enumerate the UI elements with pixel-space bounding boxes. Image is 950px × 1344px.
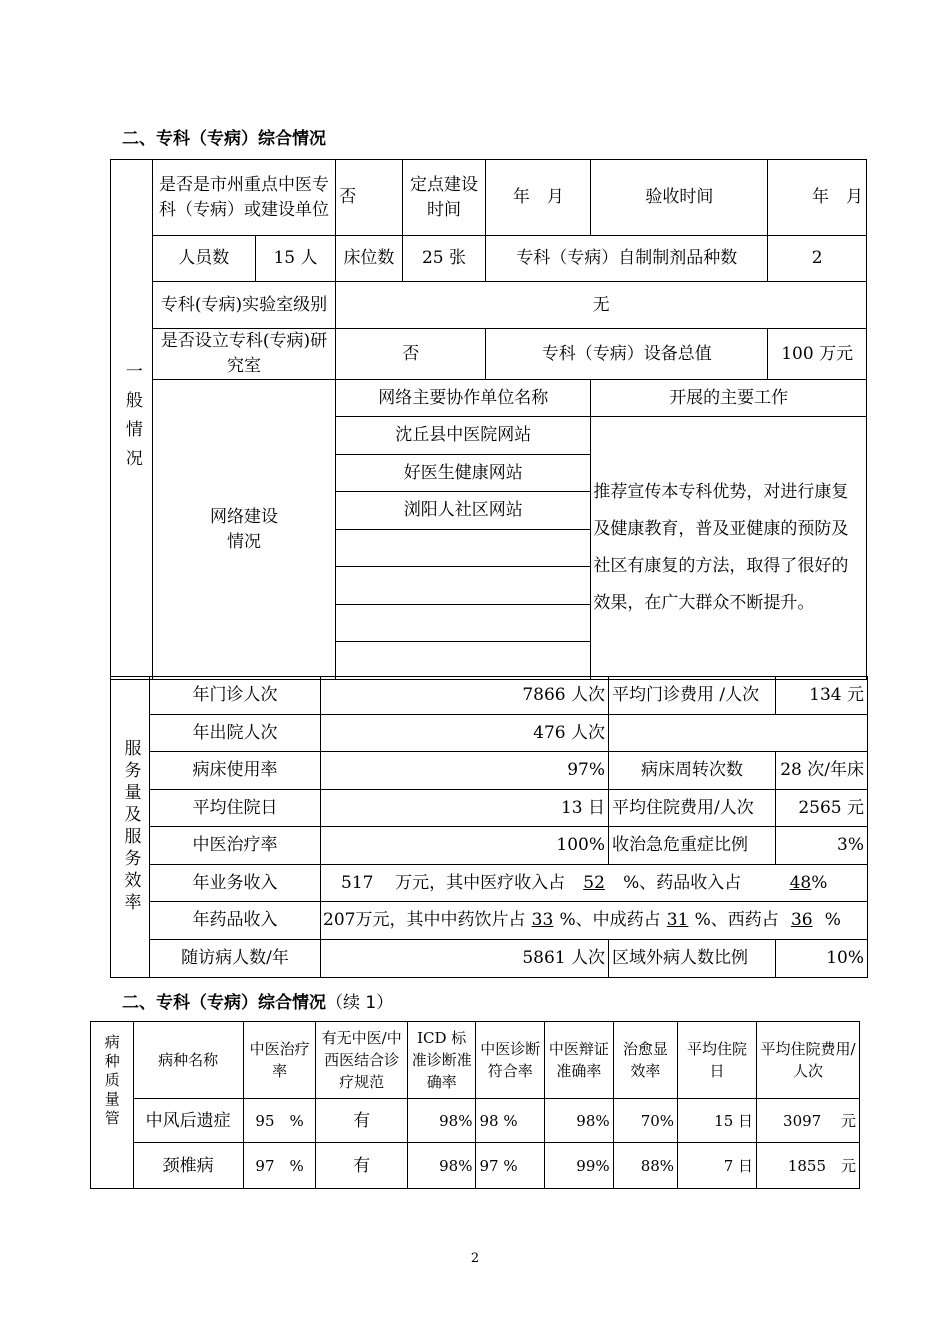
general-info-table xyxy=(110,159,867,680)
disease-side-label: 病种质量管 xyxy=(91,1022,134,1189)
service-side-label: 服务量及服务效率 xyxy=(111,677,150,978)
beds-label: 床位数 xyxy=(336,236,402,282)
equip-value: 100 万元 xyxy=(768,329,867,380)
service-table xyxy=(110,676,868,978)
empty-cell xyxy=(609,715,868,752)
tcm-rate: 97 % xyxy=(243,1143,316,1189)
beds-value: 25 张 xyxy=(402,236,486,282)
research-value: 否 xyxy=(336,329,486,380)
diag: 97 % xyxy=(476,1143,545,1189)
outside-value: 10% xyxy=(776,940,868,978)
general-side-label: 一般情况 xyxy=(111,160,153,680)
network-unit: 沈丘县中医院网站 xyxy=(336,417,591,455)
fee: 1855 元 xyxy=(757,1143,860,1189)
network-unit xyxy=(336,605,591,642)
disease-name: 中风后遗症 xyxy=(133,1099,243,1143)
network-unit: 好医生健康网站 xyxy=(336,455,591,492)
header-disease-name: 病种名称 xyxy=(133,1022,243,1099)
header-norm: 有无中医/中西医结合诊疗规范 xyxy=(316,1022,407,1099)
network-col-units: 网络主要协作单位名称 xyxy=(336,380,591,417)
tcm-rate: 95 % xyxy=(243,1099,316,1143)
table-row xyxy=(91,1143,860,1189)
avg-inpatient-fee-label: 平均住院费用/人次 xyxy=(609,790,776,827)
discharge-value: 476 人次 xyxy=(321,715,609,752)
syndrome: 98% xyxy=(545,1099,614,1143)
drug-income-label: 年药品收入 xyxy=(150,902,321,940)
staff-value: 15 人 xyxy=(255,236,335,282)
outpatient-value: 7866 人次 xyxy=(321,677,609,715)
disease-quality-table xyxy=(90,1021,860,1189)
header-stay: 平均住院日 xyxy=(678,1022,757,1099)
header-fee: 平均住院费用/人次 xyxy=(757,1022,860,1099)
lab-label: 专科(专病)实验室级别 xyxy=(152,282,335,329)
staff-label: 人员数 xyxy=(152,236,255,282)
tcm-rate-value: 100% xyxy=(321,827,609,865)
norm: 有 xyxy=(316,1143,407,1189)
acceptance-time-label: 验收时间 xyxy=(591,160,768,236)
income-detail: 517 万元，其中医疗收入占 52 %、药品收入占 48% xyxy=(321,865,868,902)
avg-stay-label: 平均住院日 xyxy=(150,790,321,827)
network-unit xyxy=(336,567,591,605)
prep-label: 专科（专病）自制制剂品种数 xyxy=(486,236,768,282)
research-label: 是否设立专科(专病)研究室 xyxy=(152,329,335,380)
fee: 3097 元 xyxy=(757,1099,860,1143)
bed-usage-value: 97% xyxy=(321,752,609,790)
stay: 15 日 xyxy=(678,1099,757,1143)
key-unit-question: 是否是市州重点中医专科（专病）或建设单位 xyxy=(152,160,335,236)
outpatient-label: 年门诊人次 xyxy=(150,677,321,715)
key-unit-answer: 否 xyxy=(336,160,402,236)
table-row xyxy=(91,1099,860,1143)
tcm-rate-label: 中医治疗率 xyxy=(150,827,321,865)
icd: 98% xyxy=(407,1099,476,1143)
header-syndrome: 中医辩证准确率 xyxy=(545,1022,614,1099)
icd: 98% xyxy=(407,1143,476,1189)
cure: 88% xyxy=(613,1143,677,1189)
outside-label: 区域外病人数比例 xyxy=(609,940,776,978)
designated-time-value: 年 月 xyxy=(486,160,591,236)
network-unit xyxy=(336,642,591,680)
disease-name: 颈椎病 xyxy=(133,1143,243,1189)
drug-income-detail: 207万元，其中中药饮片占 33 %、中成药占 31 %、西药占 36 % xyxy=(321,902,868,940)
page-number: 2 xyxy=(470,1251,480,1266)
syndrome: 99% xyxy=(545,1143,614,1189)
discharge-label: 年出院人次 xyxy=(150,715,321,752)
section-heading-continued: 二、专科（专病）综合情况（续 1） xyxy=(122,993,394,1013)
critical-label: 收治急危重症比例 xyxy=(609,827,776,865)
header-cure: 治愈显效率 xyxy=(613,1022,677,1099)
network-unit xyxy=(336,530,591,567)
avg-outpatient-fee-label: 平均门诊费用 /人次 xyxy=(609,677,776,715)
equip-label: 专科（专病）设备总值 xyxy=(486,329,768,380)
network-work: 推荐宣传本专科优势，对进行康复及健康教育，普及亚健康的预防及社区有康复的方法，取得了很好的效果，在广大群众不断提升。 xyxy=(591,417,867,680)
designated-time-label: 定点建设时间 xyxy=(402,160,486,236)
lab-value: 无 xyxy=(336,282,867,329)
prep-value: 2 xyxy=(768,236,867,282)
avg-outpatient-fee-value: 134 元 xyxy=(776,677,868,715)
critical-value: 3% xyxy=(776,827,868,865)
acceptance-time-value: 年 月 xyxy=(768,160,867,236)
followup-label: 随访病人数/年 xyxy=(150,940,321,978)
norm: 有 xyxy=(316,1099,407,1143)
header-icd: ICD 标准诊断准确率 xyxy=(407,1022,476,1099)
header-diag: 中医诊断符合率 xyxy=(476,1022,545,1099)
network-col-work: 开展的主要工作 xyxy=(591,380,867,417)
followup-value: 5861 人次 xyxy=(321,940,609,978)
diag: 98 % xyxy=(476,1099,545,1143)
bed-turnover-value: 28 次/年床 xyxy=(776,752,868,790)
network-label: 网络建设 情况 xyxy=(152,380,335,680)
header-tcm-rate: 中医治疗率 xyxy=(243,1022,316,1099)
avg-stay-value: 13 日 xyxy=(321,790,609,827)
income-label: 年业务收入 xyxy=(150,865,321,902)
stay: 7 日 xyxy=(678,1143,757,1189)
cure: 70% xyxy=(613,1099,677,1143)
bed-usage-label: 病床使用率 xyxy=(150,752,321,790)
network-unit: 浏阳人社区网站 xyxy=(336,492,591,530)
section-heading: 二、专科（专病）综合情况 xyxy=(122,129,326,149)
avg-inpatient-fee-value: 2565 元 xyxy=(776,790,868,827)
bed-turnover-label: 病床周转次数 xyxy=(609,752,776,790)
